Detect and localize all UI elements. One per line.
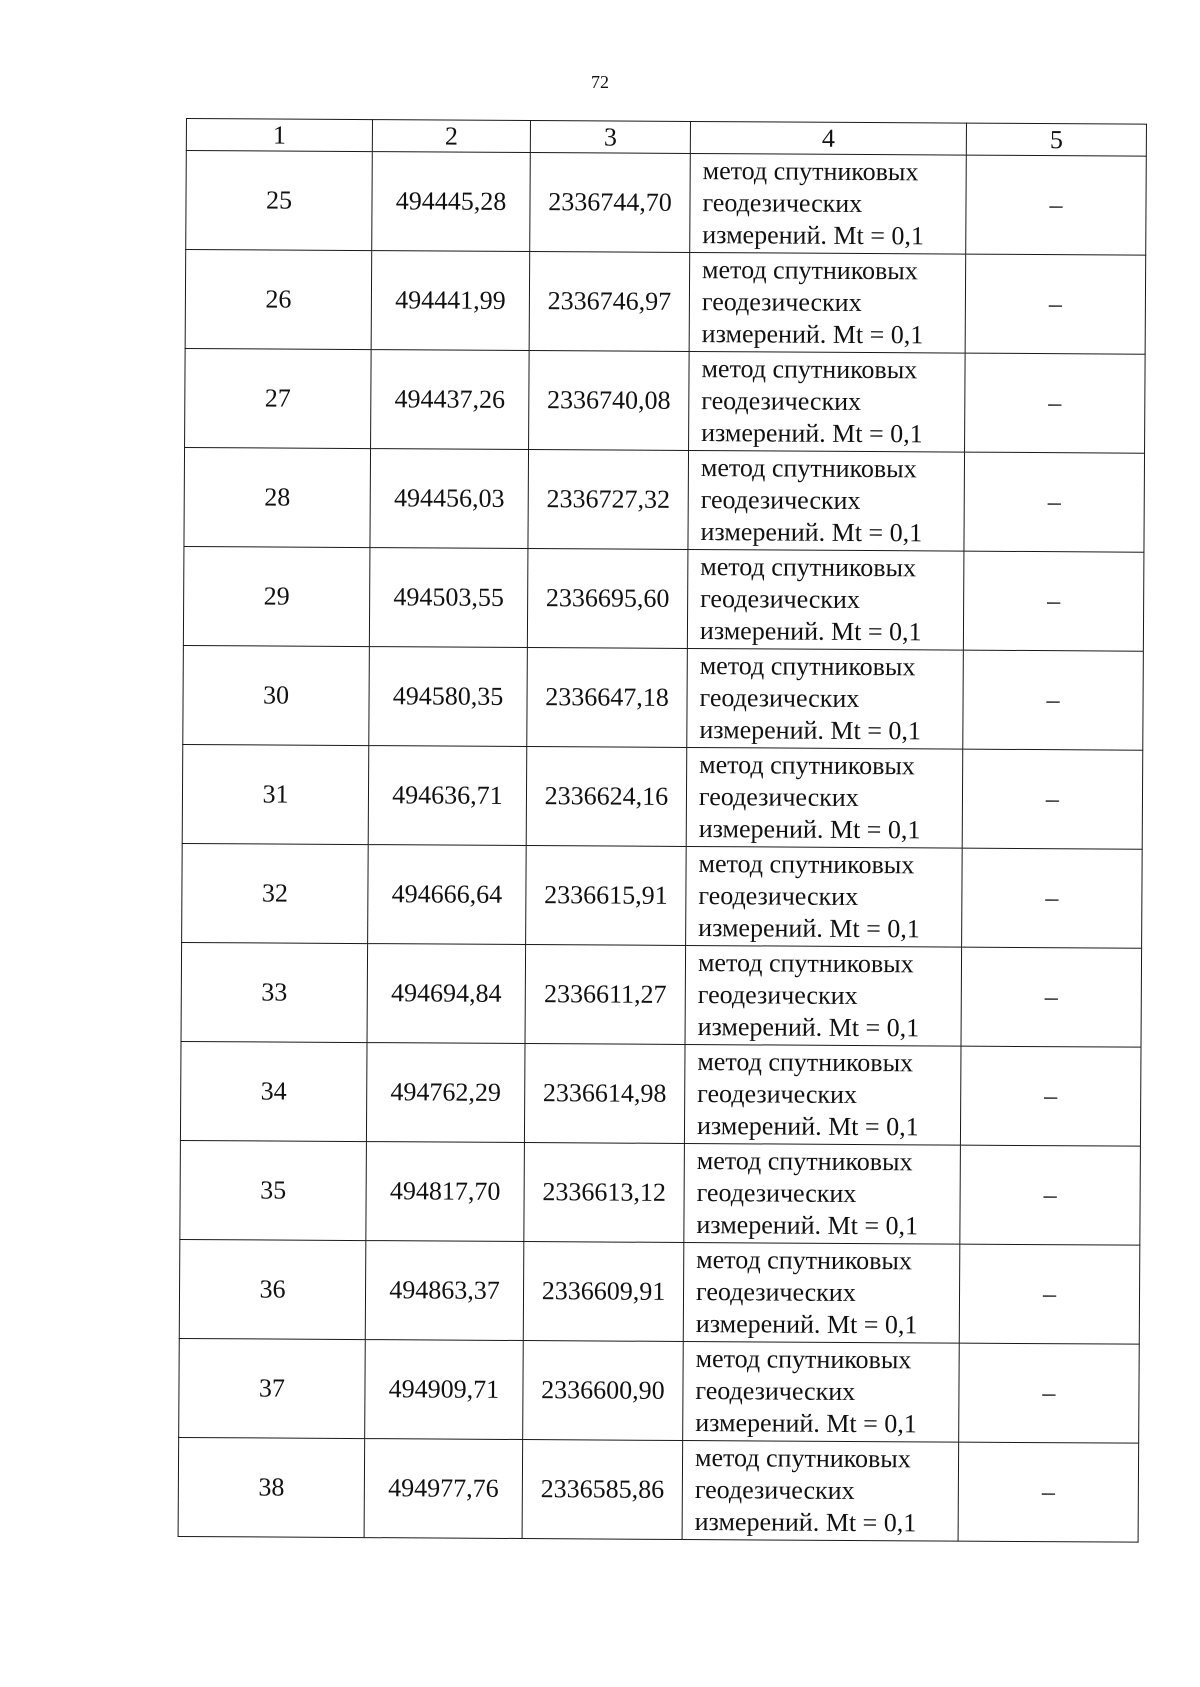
y-coordinate-cell: 2336585,86 bbox=[522, 1440, 683, 1540]
note-cell: – bbox=[965, 353, 1146, 453]
method-cell bbox=[682, 1440, 959, 1541]
method-line: геодезических bbox=[702, 188, 863, 219]
method-line: измерений. Mt = 0,1 bbox=[697, 1012, 920, 1043]
x-coordinate-cell: 494817,70 bbox=[366, 1142, 525, 1242]
method-line: метод спутниковых bbox=[700, 453, 917, 484]
method-line: метод спутниковых bbox=[702, 156, 919, 187]
column-header-1: 1 bbox=[186, 119, 372, 152]
y-coordinate-cell: 2336613,12 bbox=[524, 1143, 685, 1243]
method-line: геодезических bbox=[700, 485, 861, 516]
table-row bbox=[185, 250, 1146, 355]
y-coordinate-cell: 2336609,91 bbox=[523, 1242, 684, 1342]
table-row bbox=[179, 1338, 1140, 1443]
method-cell bbox=[683, 1341, 960, 1442]
method-line: геодезических bbox=[701, 386, 862, 417]
method-line: метод спутниковых bbox=[702, 255, 918, 286]
point-number-cell: 38 bbox=[178, 1437, 365, 1537]
table-body bbox=[178, 151, 1146, 1543]
method-line: метод спутниковых bbox=[700, 552, 917, 583]
method-line: геодезических bbox=[695, 1277, 856, 1307]
column-header-3: 3 bbox=[530, 121, 690, 154]
method-line: геодезических bbox=[697, 980, 858, 1011]
method-line: измерений. Mt = 0,1 bbox=[700, 517, 923, 548]
y-coordinate-cell: 2336746,97 bbox=[529, 252, 690, 352]
method-line: измерений. Mt = 0,1 bbox=[695, 1309, 918, 1340]
method-cell bbox=[687, 648, 964, 749]
x-coordinate-cell: 494445,28 bbox=[372, 152, 531, 252]
x-coordinate-cell: 494580,35 bbox=[369, 647, 528, 747]
point-number-cell: 33 bbox=[181, 942, 368, 1042]
note-cell: – bbox=[958, 1442, 1139, 1542]
column-header-4: 4 bbox=[690, 121, 966, 155]
table-row bbox=[180, 1041, 1141, 1146]
note-cell: – bbox=[959, 1244, 1140, 1344]
point-number-cell: 37 bbox=[179, 1338, 366, 1438]
y-coordinate-cell: 2336600,90 bbox=[523, 1341, 684, 1441]
method-line: метод спутниковых bbox=[699, 750, 915, 781]
table-row bbox=[182, 744, 1143, 849]
x-coordinate-cell: 494441,99 bbox=[371, 251, 530, 351]
method-cell bbox=[688, 450, 965, 551]
method-line: метод спутниковых bbox=[699, 651, 916, 682]
method-line: метод спутниковых bbox=[694, 1443, 911, 1474]
method-line: геодезических bbox=[695, 1376, 856, 1406]
column-header-5: 5 bbox=[966, 123, 1146, 156]
method-cell bbox=[684, 1044, 961, 1145]
method-line: измерений. Mt = 0,1 bbox=[695, 1408, 917, 1439]
x-coordinate-cell: 494503,55 bbox=[369, 548, 528, 648]
x-coordinate-cell: 494636,71 bbox=[368, 746, 527, 846]
point-number-cell: 28 bbox=[184, 447, 371, 547]
table-row bbox=[180, 1140, 1141, 1245]
method-line: измерений. Mt = 0,1 bbox=[701, 319, 924, 350]
method-line: метод спутниковых bbox=[697, 948, 914, 979]
table-row bbox=[183, 546, 1144, 651]
note-cell: – bbox=[962, 848, 1143, 948]
note-cell: – bbox=[966, 155, 1147, 255]
method-cell bbox=[686, 747, 963, 848]
method-line: метод спутниковых bbox=[697, 1047, 914, 1078]
method-line: измерений. Mt = 0,1 bbox=[699, 616, 922, 647]
method-line: метод спутниковых bbox=[696, 1146, 913, 1177]
y-coordinate-cell: 2336744,70 bbox=[530, 153, 691, 253]
x-coordinate-cell: 494977,76 bbox=[364, 1439, 523, 1539]
point-number-cell: 27 bbox=[185, 348, 372, 448]
method-line: геодезических bbox=[696, 1178, 857, 1208]
method-cell bbox=[690, 153, 967, 254]
method-line: измерений. Mt = 0,1 bbox=[702, 220, 925, 251]
point-number-cell: 35 bbox=[180, 1140, 367, 1240]
note-cell: – bbox=[964, 452, 1145, 552]
method-line: измерений. Mt = 0,1 bbox=[694, 1507, 917, 1538]
method-cell bbox=[683, 1242, 960, 1343]
method-line: геодезических bbox=[697, 1079, 858, 1109]
method-line: измерений. Mt = 0,1 bbox=[696, 1111, 919, 1142]
table-row bbox=[184, 447, 1145, 552]
note-cell: – bbox=[961, 947, 1142, 1047]
x-coordinate-cell: 494694,84 bbox=[367, 944, 526, 1044]
x-coordinate-cell: 494666,64 bbox=[368, 845, 527, 945]
method-line: геодезических bbox=[700, 584, 860, 615]
method-cell bbox=[686, 846, 963, 947]
note-cell: – bbox=[959, 1343, 1140, 1443]
x-coordinate-cell: 494437,26 bbox=[371, 350, 530, 450]
x-coordinate-cell: 494456,03 bbox=[370, 449, 529, 549]
note-cell: – bbox=[960, 1046, 1141, 1146]
y-coordinate-cell: 2336615,91 bbox=[526, 846, 687, 946]
y-coordinate-cell: 2336624,16 bbox=[526, 747, 687, 847]
y-coordinate-cell: 2336614,98 bbox=[524, 1044, 685, 1144]
x-coordinate-cell: 494762,29 bbox=[366, 1043, 525, 1143]
method-line: метод спутниковых bbox=[701, 354, 918, 385]
method-cell bbox=[685, 945, 962, 1046]
table-row bbox=[179, 1239, 1140, 1344]
coordinates-table bbox=[178, 118, 1147, 1543]
x-coordinate-cell: 494909,71 bbox=[365, 1340, 524, 1440]
method-line: геодезических bbox=[698, 881, 859, 912]
method-cell bbox=[684, 1143, 961, 1244]
method-line: геодезических bbox=[694, 1475, 855, 1505]
note-cell: – bbox=[963, 551, 1144, 651]
table-row bbox=[182, 843, 1143, 948]
table-row bbox=[186, 151, 1147, 256]
point-number-cell: 31 bbox=[182, 744, 369, 844]
table-row bbox=[178, 1437, 1139, 1542]
table-row bbox=[181, 942, 1142, 1047]
method-line: геодезических bbox=[701, 287, 862, 318]
method-line: метод спутниковых bbox=[695, 1344, 912, 1375]
method-line: геодезических bbox=[699, 683, 860, 714]
x-coordinate-cell: 494863,37 bbox=[365, 1241, 524, 1341]
method-line: измерений. Mt = 0,1 bbox=[698, 814, 921, 845]
method-line: геодезических bbox=[698, 782, 859, 813]
point-number-cell: 32 bbox=[182, 843, 369, 943]
point-number-cell: 36 bbox=[179, 1239, 366, 1339]
page-number: 72 bbox=[591, 72, 609, 92]
note-cell: – bbox=[962, 749, 1143, 849]
point-number-cell: 30 bbox=[183, 645, 370, 745]
y-coordinate-cell: 2336695,60 bbox=[527, 549, 688, 649]
method-line: измерений. Mt = 0,1 bbox=[701, 418, 923, 449]
method-line: измерений. Mt = 0,1 bbox=[698, 913, 920, 944]
method-line: измерений. Mt = 0,1 bbox=[696, 1210, 919, 1241]
method-line: метод спутниковых bbox=[696, 1245, 913, 1276]
y-coordinate-cell: 2336740,08 bbox=[529, 351, 690, 451]
point-number-cell: 29 bbox=[183, 546, 370, 646]
point-number-cell: 34 bbox=[180, 1041, 367, 1141]
table-row bbox=[183, 645, 1144, 750]
note-cell: – bbox=[963, 650, 1144, 750]
y-coordinate-cell: 2336727,32 bbox=[528, 450, 689, 550]
method-line: метод спутниковых bbox=[698, 849, 915, 880]
column-header-2: 2 bbox=[372, 120, 530, 153]
method-cell bbox=[689, 252, 966, 353]
note-cell: – bbox=[960, 1145, 1141, 1245]
y-coordinate-cell: 2336611,27 bbox=[525, 945, 686, 1045]
point-number-cell: 25 bbox=[186, 151, 373, 251]
method-line: измерений. Mt = 0,1 bbox=[699, 715, 922, 746]
y-coordinate-cell: 2336647,18 bbox=[527, 648, 688, 748]
table-row bbox=[185, 348, 1146, 453]
method-cell bbox=[689, 351, 966, 452]
point-number-cell: 26 bbox=[185, 250, 372, 350]
note-cell: – bbox=[965, 254, 1146, 354]
method-cell bbox=[687, 549, 964, 650]
